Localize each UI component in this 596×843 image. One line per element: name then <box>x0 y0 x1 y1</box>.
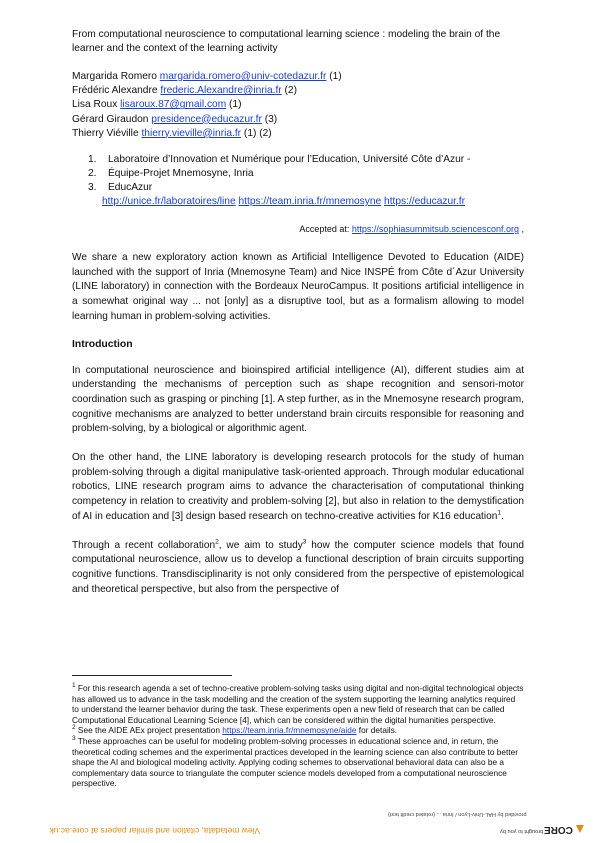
footnote-divider <box>72 675 232 676</box>
core-logo[interactable] <box>544 824 585 835</box>
footnote-text: for details. <box>356 725 398 736</box>
affiliation-item <box>88 153 524 167</box>
author-list <box>72 70 524 141</box>
section-heading: Introduction <box>72 338 133 350</box>
author-name: Thierry Viéville <box>72 127 139 139</box>
author-name: Lisa Roux <box>72 99 118 111</box>
affiliation-item <box>88 167 524 181</box>
paper-title: From computational neuroscience to computational learning science : modeling the brain of the learner and the context of the learning activity <box>72 29 501 54</box>
paragraph-text: On the other hand, the LINE laboratory is developing research protocols for the study of human problem-solving through a digital manipulative task-oriented approach. Through modular educational robotics, LINE research program aims to advance the characterisation of computational thinking competency in relation to creativity and problem-solving [2], but also in relation to the demystification of AI in education and [3] design based research on techno-creative activities for K16 education <box>72 452 524 522</box>
accepted-at <box>72 223 524 236</box>
accepted-label: Accepted at: <box>299 224 350 235</box>
author-email-link[interactable]: lisaroux.87@gmail.com <box>120 99 227 111</box>
footnote-2 <box>72 725 524 736</box>
affiliation-number: 3. <box>88 182 97 194</box>
author-name: Gérard Giraudon <box>72 113 149 125</box>
affiliation-list <box>72 153 524 195</box>
footnote-text: See the AIDE AEx project presentation <box>75 725 223 736</box>
intro-paragraph-3 <box>72 539 524 598</box>
footnote-1 <box>72 683 524 725</box>
footnote-label: 3 <box>72 735 76 743</box>
affiliation-number: 2. <box>88 168 97 180</box>
author-affil: (1) <box>329 71 342 82</box>
core-metadata-link[interactable]: View metadata, citation and similar papers at core.ac.uk <box>49 826 260 836</box>
affiliation-text: Laboratoire d’Innovation et Numérique pour l’Education, Université Côte d’Azur - <box>108 154 471 166</box>
footnotes <box>72 683 524 789</box>
mnemosyne-link[interactable]: https://team.inria.fr/mnemosyne <box>238 196 382 208</box>
author-name: Frédéric Alexandre <box>72 85 158 97</box>
footnote-3 <box>72 736 524 789</box>
author-line <box>72 70 524 84</box>
footnote-text: These approaches can be useful for modeling problem-solving processes in educational science and, in return, the theoretical coding schemes and the experimental practices developed in the learning science can also contribute to better shape the AI and biological modeling activity. Applying coding schemes to observational behavioral data can also be a complementary data source to triangulate the computer science models developed from a computational neuroscience perspective. <box>72 735 518 789</box>
core-logo-text: CORE <box>544 824 573 835</box>
author-affil: (1) <box>229 99 242 111</box>
footnote-ref[interactable]: 1 <box>497 509 501 517</box>
paragraph-text: , we aim to study <box>218 539 303 551</box>
core-brought-by: brought to you by <box>500 828 544 834</box>
author-email-link[interactable]: margarida.romero@univ-cotedazur.fr <box>159 71 327 82</box>
footnote-text: For this research agenda a set of techno-creative problem-solving tasks using digital and non-digital technological objects has allowed us to advance in the task modelling and the creation of the system supporting the learning analytics required to understand the learner behavior during the task. These experiments open a new field of research that can be called Computational Educational Learning Science [4], which can be considered within the digital humanities perspective. <box>72 683 524 725</box>
abstract-paragraph: We share a new exploratory action known as Artificial Intelligence Devoted to Education (AIDE) launched with the support of Inria (Mnemosyne Team) and Nice INSPÉ from Côte d´Azur University (LINE laboratory) in connection with the Bordeaux NeuroCampus. It positions artificial intelligence in a somewhat original way ... not [only] as a disruptive tool, but as a formalism allowing to model learning human in problem-solving activities. <box>72 252 524 322</box>
author-line <box>72 127 524 141</box>
author-affil: (3) <box>264 113 278 125</box>
affiliation-text: Équipe-Projet Mnemosyne, Inria <box>108 168 254 180</box>
affiliation-number: 1. <box>88 154 97 166</box>
line-lab-link[interactable]: http://unice.fr/laboratoires/line <box>102 196 236 208</box>
core-logo-icon <box>575 825 585 835</box>
author-email-link[interactable]: presidence@educazur.fr <box>151 113 262 125</box>
paper-page <box>72 24 524 597</box>
conference-link[interactable]: https://sophiasummitsub.sciencesconf.org <box>351 224 519 235</box>
affiliation-item <box>88 181 524 195</box>
footnote-label: 1 <box>72 682 76 690</box>
author-affil: (2) <box>284 85 297 97</box>
affiliation-text: EducAzur <box>108 182 153 194</box>
intro-paragraph-1: In computational neuroscience and bioinspired artificial intelligence (AI), different studies aim at understanding the mechanisms of perception such as shape recognition and sensori-motor coordination such as grasping or pinching [1]. A step further, as in the Mnemosyne research program, cognitive mechanisms are analyzed to better understand brain circuits responsible for reasoning and problem-solving, by a biological or algorithmic agent. <box>72 364 524 435</box>
aide-project-link[interactable]: https://team.inria.fr/mnemosyne/aide <box>222 725 357 736</box>
footnote-label: 2 <box>72 724 76 732</box>
educazur-link[interactable]: https://educazur.fr <box>384 196 466 208</box>
author-line <box>72 98 524 112</box>
author-email-link[interactable]: frederic.Alexandre@inria.fr <box>160 85 282 97</box>
accepted-suffix: , <box>518 224 524 235</box>
author-affil: (1) (2) <box>243 127 272 139</box>
footnote-ref[interactable]: 2 <box>215 538 219 546</box>
author-email-link[interactable]: thierry.vieville@inria.fr <box>141 127 242 139</box>
author-name: Margarida Romero <box>72 71 157 82</box>
core-provided-by: provided by HAL-Univ-Lyon / Inria ... (rotated credit text) <box>388 811 527 817</box>
footnote-ref[interactable]: 3 <box>302 538 307 546</box>
intro-paragraph-2: On the other hand, the LINE laboratory is developing research protocols for the study of human problem-solving through a digital manipulative task-oriented approach. Through modular educational robotics, LINE research program aims to advance the characterisation of computational thinking competency in relation to creativity and problem-solving [2], but also in relation to the demystification of AI in education and [3] design based research on techno-creative activities for K16 education$^1$. <box>72 452 524 522</box>
author-line <box>72 84 524 98</box>
affiliation-links <box>102 195 524 209</box>
paragraph-text: Through a recent collaboration <box>72 539 216 551</box>
author-line <box>72 113 524 127</box>
paragraph-text: how the computer science models that found computational neuroscience, allow us to develop a functional description of brain circuits supporting cognitive functions. Transdisciplinarity is not only considered from the perspective of epistemological and theoretical perspective, but also from the perspective of <box>72 539 524 595</box>
